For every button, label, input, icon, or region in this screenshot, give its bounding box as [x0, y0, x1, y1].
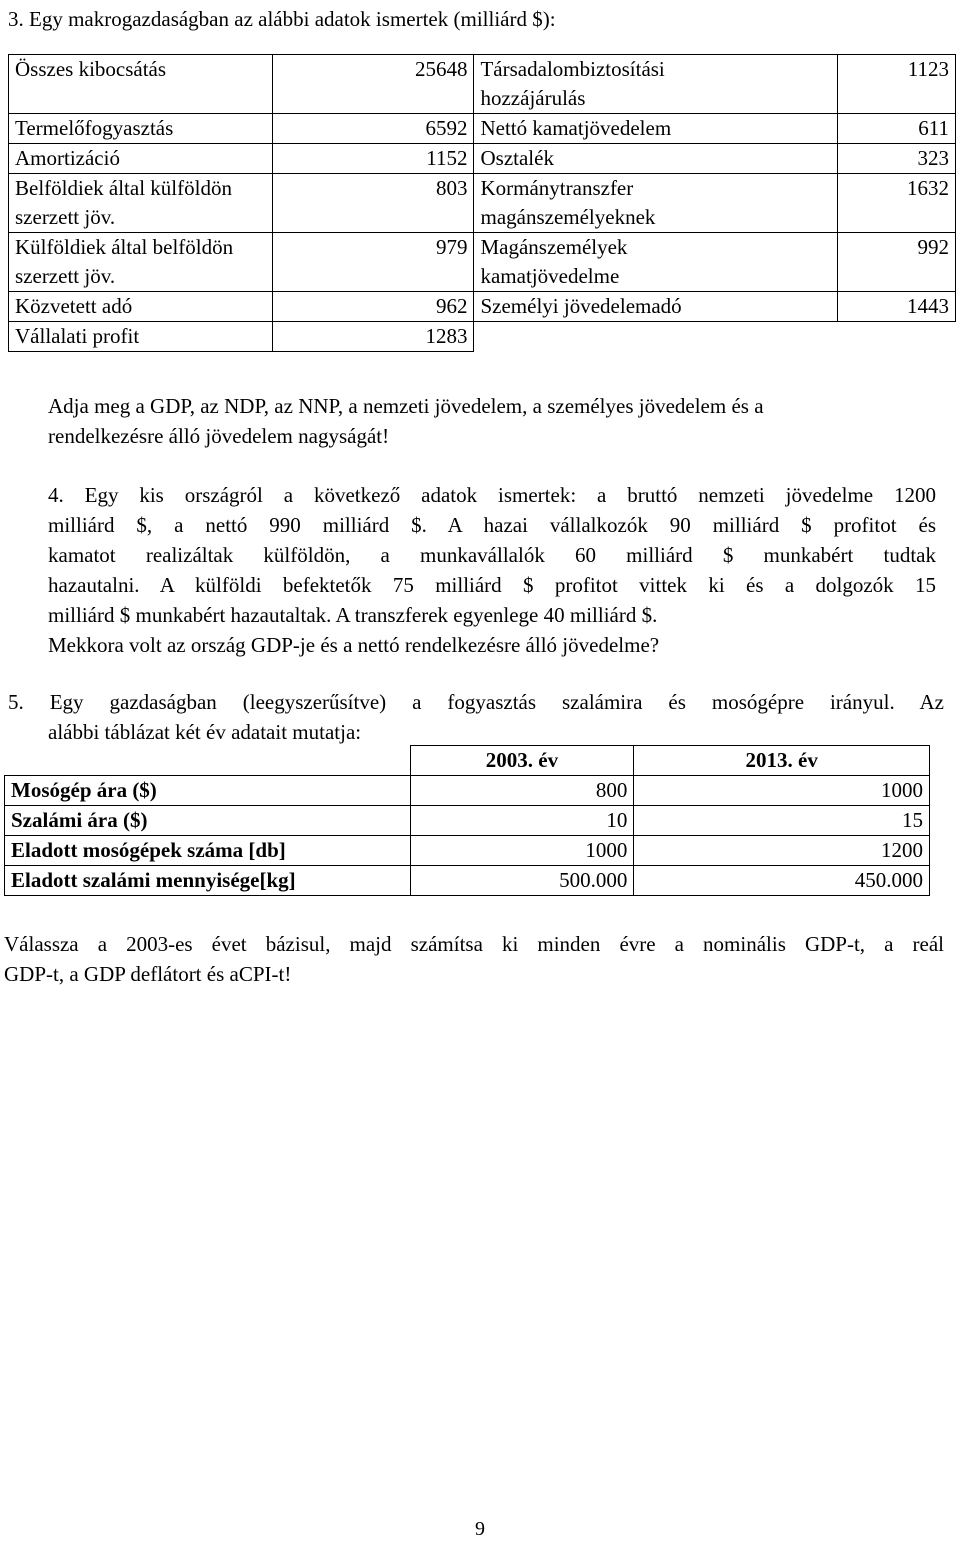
- q3-task-line: rendelkezésre álló jövedelem nagyságát!: [48, 424, 390, 448]
- row-value: 800: [410, 776, 634, 806]
- row-value: 992: [838, 233, 956, 292]
- row-value: 1443: [838, 292, 956, 322]
- row-value: 962: [272, 292, 474, 322]
- row-label: Amortizáció: [9, 144, 273, 174]
- page-number: 9: [475, 1518, 485, 1540]
- row-value: 10: [410, 806, 634, 836]
- table-row: [9, 322, 956, 352]
- q4-question: Mekkora volt az ország GDP-je és a nettó rendelkezésre álló jövedelme?: [48, 633, 660, 657]
- table-row: [5, 836, 930, 866]
- q3-task-line: Adja meg a GDP, az NDP, az NNP, a nemzeti jövedelem, a személyes jövedelem és a: [48, 394, 764, 418]
- row-label: Vállalati profit: [9, 322, 273, 352]
- row-label: Osztalék: [474, 144, 838, 174]
- row-value: 450.000: [634, 866, 930, 896]
- row-value: 6592: [272, 114, 474, 144]
- q4-line: 4. Egy kis országról a következő adatok ismertek: a bruttó nemzeti jövedelme 1200: [48, 483, 936, 507]
- row-value: 500.000: [410, 866, 634, 896]
- row-value: 803: [272, 174, 474, 233]
- table-row: [9, 144, 956, 174]
- q5-final-line: GDP-t, a GDP deflátort és aCPI-t!: [4, 962, 292, 986]
- row-value: 1000: [634, 776, 930, 806]
- table-row: [5, 866, 930, 896]
- table-row: [9, 233, 956, 292]
- row-label: Eladott mosógépek száma [db]: [5, 836, 411, 866]
- row-value: 15: [634, 806, 930, 836]
- row-label: Szalámi ára ($): [5, 806, 411, 836]
- q5-line: 5. Egy gazdaságban (leegyszerűsítve) a fogyasztás szalámira és mosógépre irányul. Az: [8, 690, 944, 714]
- q4-line: milliárd $, a nettó 990 milliárd $. A hazai vállalkozók 90 milliárd $ profitot és: [48, 513, 936, 537]
- row-label: Kormánytranszfer magánszemélyeknek: [474, 174, 838, 233]
- q3-data-table: [8, 54, 956, 352]
- table-row: [5, 776, 930, 806]
- row-value: 323: [838, 144, 956, 174]
- row-value: 1152: [272, 144, 474, 174]
- table-row: [9, 114, 956, 144]
- row-value: 1632: [838, 174, 956, 233]
- table-row: [5, 806, 930, 836]
- table-row: [9, 174, 956, 233]
- q5-line: alábbi táblázat két év adatait mutatja:: [48, 720, 362, 744]
- row-label: Külföldiek által belföldön szerzett jöv.: [9, 233, 273, 292]
- row-label: Eladott szalámi mennyisége[kg]: [5, 866, 411, 896]
- row-label: Mosógép ára ($): [5, 776, 411, 806]
- q5-price-table: [4, 745, 930, 896]
- q4-line: hazautalni. A külföldi befektetők 75 milliárd $ profitot vittek ki és a dolgozók 15: [48, 573, 936, 597]
- column-header: 2003. év: [410, 746, 634, 776]
- q4-line: milliárd $ munkabért hazautaltak. A transzferek egyenlege 40 milliárd $.: [48, 603, 658, 627]
- table-row: [9, 55, 956, 114]
- row-label: Közvetett adó: [9, 292, 273, 322]
- row-value: 611: [838, 114, 956, 144]
- row-value: 979: [272, 233, 474, 292]
- empty-cell: [838, 322, 956, 352]
- q5-final-line: Válassza a 2003-es évet bázisul, majd számítsa ki minden évre a nominális GDP-t, a reál: [4, 932, 944, 956]
- row-label: Termelőfogyasztás: [9, 114, 273, 144]
- row-label: Összes kibocsátás: [9, 55, 273, 114]
- row-label: Társadalombiztosítási hozzájárulás: [474, 55, 838, 114]
- row-value: 1123: [838, 55, 956, 114]
- q3-heading: 3. Egy makrogazdaságban az alábbi adatok ismertek (milliárd $):: [8, 7, 556, 31]
- row-value: 1000: [410, 836, 634, 866]
- row-label: Magánszemélyek kamatjövedelme: [474, 233, 838, 292]
- q4-line: kamatot realizáltak külföldön, a munkavállalók 60 milliárd $ munkabért tudtak: [48, 543, 936, 567]
- row-value: 1283: [272, 322, 474, 352]
- empty-cell: [474, 322, 838, 352]
- row-value: 25648: [272, 55, 474, 114]
- table-row: [9, 292, 956, 322]
- row-label: Belföldiek által külföldön szerzett jöv.: [9, 174, 273, 233]
- empty-cell: [5, 746, 411, 776]
- row-value: 1200: [634, 836, 930, 866]
- row-label: Nettó kamatjövedelem: [474, 114, 838, 144]
- column-header: 2013. év: [634, 746, 930, 776]
- table-header-row: [5, 746, 930, 776]
- row-label: Személyi jövedelemadó: [474, 292, 838, 322]
